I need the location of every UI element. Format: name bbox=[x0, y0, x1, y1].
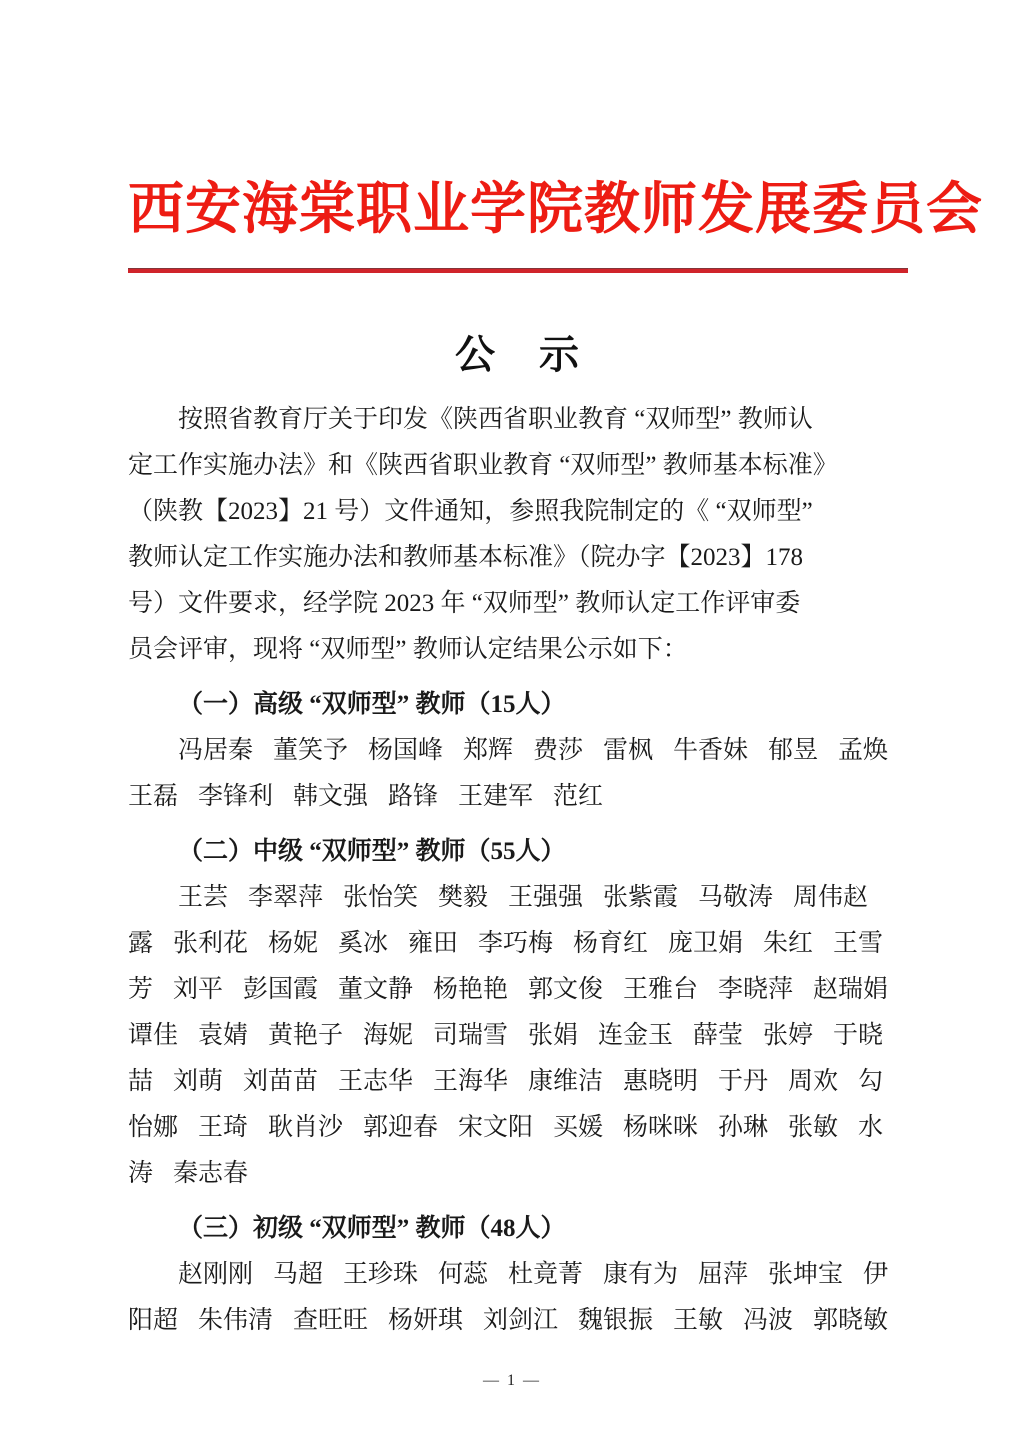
section-heading: （三）初级 “双师型” 教师（48人） bbox=[178, 1215, 566, 1242]
text-line: 员会评审，现将 “双师型” 教师认定结果公示如下： bbox=[128, 636, 688, 663]
text-line: 按照省教育厅关于印发《陕西省职业教育 “双师型” 教师认 bbox=[178, 406, 813, 433]
name-list-line: 王磊 李锋利 韩文强 路锋 王建军 范红 bbox=[128, 783, 604, 810]
name-list-line: 露 张利花 杨妮 奚冰 雍田 李巧梅 杨育红 庞卫娟 朱红 王雪 bbox=[128, 930, 884, 957]
name-list-line: 芳 刘平 彭国霞 董文静 杨艳艳 郭文俊 王雅台 李晓萍 赵瑞娟 bbox=[128, 976, 889, 1003]
name-list-line: 赵刚刚 马超 王珍珠 何蕊 杜竟菁 康有为 屈萍 张坤宝 伊 bbox=[178, 1261, 889, 1288]
letterhead-title: 西安海棠职业学院教师发展委员会 bbox=[128, 177, 983, 240]
text-line: 号）文件要求，经学院 2023 年 “双师型” 教师认定工作评审委 bbox=[128, 590, 801, 617]
name-list-line: 王芸 李翠萍 张怡笑 樊毅 王强强 张紫霞 马敬涛 周伟赵 bbox=[178, 884, 869, 911]
section-heading: （一）高级 “双师型” 教师（15人） bbox=[178, 691, 566, 718]
section-senior bbox=[128, 682, 908, 820]
name-list-line: 喆 刘萌 刘苗苗 王志华 王海华 康维洁 惠晓明 于丹 周欢 勾 bbox=[128, 1068, 884, 1095]
doc-title: 公 示 bbox=[455, 333, 581, 377]
name-list-line: 怡娜 王琦 耿肖沙 郭迎春 宋文阳 买媛 杨咪咪 孙琳 张敏 水 bbox=[128, 1114, 884, 1141]
name-list-line: 涛 秦志春 bbox=[128, 1160, 249, 1187]
section-heading: （二）中级 “双师型” 教师（55人） bbox=[178, 838, 566, 865]
section-junior bbox=[128, 1206, 908, 1344]
text-line: （陕教【2023】21 号）文件通知，参照我院制定的《 “双师型” bbox=[128, 498, 813, 525]
intro-paragraph bbox=[128, 397, 908, 673]
letterhead-divider bbox=[128, 268, 908, 273]
text-line: 教师认定工作实施办法和教师基本标准》（院办字【2023】178 bbox=[128, 544, 804, 571]
page-number: — 1 — bbox=[483, 1372, 541, 1389]
text-line: 定工作实施办法》和《陕西省职业教育 “双师型” 教师基本标准》 bbox=[128, 452, 838, 479]
name-list-line: 阳超 朱伟清 查旺旺 杨妍琪 刘剑江 魏银振 王敏 冯波 郭晓敏 bbox=[128, 1307, 889, 1334]
name-list-line: 谭佳 袁婧 黄艳子 海妮 司瑞雪 张娟 连金玉 薛莹 张婷 于晓 bbox=[128, 1022, 884, 1049]
document-content bbox=[128, 176, 983, 1344]
name-list-line: 冯居秦 董笑予 杨国峰 郑辉 费莎 雷枫 牛香妹 郁昱 孟焕 bbox=[178, 737, 889, 764]
section-intermediate bbox=[128, 829, 908, 1197]
